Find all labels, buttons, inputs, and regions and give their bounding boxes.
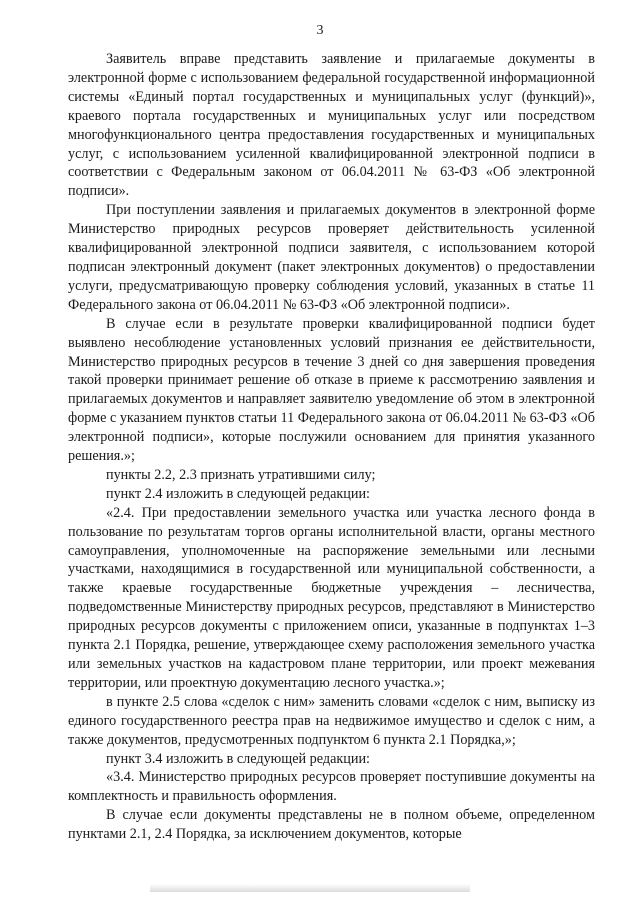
paragraph-electronic-submission: Заявитель вправе представить заявление и прилагаемые документы в электронной форме с использованием федеральной государственной информационной системы «Единый портал государственных и муниципальных услуг (функций)», краевого портала государственных и муниципальных услуг или посредством многофункционального центра предоставления государственных и муниципальных услуг, с использованием усиленной квалифицированной электронной подписи в соответствии с Федеральным законом от 06.04.2011 № 63-ФЗ «Об электронной подписи». [68,51,595,200]
paragraph-amend-2-4-intro: пункт 2.4 изложить в следующей редакции: [106,485,370,502]
scan-shadow [150,884,470,892]
paragraph-clause-3-4: «3.4. Министерство природных ресурсов проверяет поступившие документы на комплектность и правильность оформления. [68,769,595,805]
paragraph-signature-check: При поступлении заявления и прилагаемых документов в электронной форме Министерство природных ресурсов проверяет действительность усиленной квалифицированной электронной подписи заявителя, с использованием которой подписан электронный документ (пакет электронных документов) о предоставлении услуги, предусматривающую проверку соблюдения условий, указанных в статье 11 Федерального закона от 06.04.2011 № 63-ФЗ «Об электронной подписи». [68,202,595,313]
paragraph-clause-2-5: в пункте 2.5 слова «сделок с ним» заменить словами «сделок с ним, выписку из единого государственного реестра прав на недвижимое имущество и сделок с ним, а также документов, предусмотренных подпунктом 6 пункта 2.1 Порядка,»; [68,693,595,748]
page-number: 3 [316,23,324,38]
paragraph-repeal-2-2-2-3: пункты 2.2, 2.3 признать утратившими силу; [106,466,376,483]
paragraph-signature-refusal: В случае если в результате проверки квалифицированной подписи будет выявлено несоблюдение установленных условий признания ее действительности, Министерство природных ресурсов в течение 3 дней со дня завершения проведения такой проверки принимает решение об отказе в приеме к рассмотрению заявления и прилагаемых документов и направляет заявителю уведомление об этом в электронной форме с указанием пунктов статьи 11 Федерального закона от 06.04.2011 № 63-ФЗ «Об электронной подписи», которые послужили основанием для принятия указанного решения.»; [68,315,595,465]
paragraph-amend-3-4-intro: пункт 3.4 изложить в следующей редакции: [106,750,370,767]
paragraph-clause-2-4: «2.4. При предоставлении земельного участка или участка лесного фонда в пользование по результатам торгов органы исполнительной власти, органы местного самоуправления, уполномоченные на распоряжение земельными или лесными участками, находящимися в государственной или муниципальной собственности, а также краевые государственные бюджетные учреждения – лесничества, подведомственные Министерству природных ресурсов, представляют в Министерство природных ресурсов документы с приложением описи, указанные в подпунктах 1–3 пункта 2.1 Порядка, решение, утверждающее схему расположения земельного участка или земельных участков на кадастровом плане территории, или проект межевания территории, или проектную документацию лесного участка.»; [68,504,595,691]
paragraph-incomplete-documents: В случае если документы представлены не в полном объеме, определенном пунктами 2.1, 2.4 Порядка, за исключением документов, которые [68,807,595,843]
document-body [68,50,595,844]
